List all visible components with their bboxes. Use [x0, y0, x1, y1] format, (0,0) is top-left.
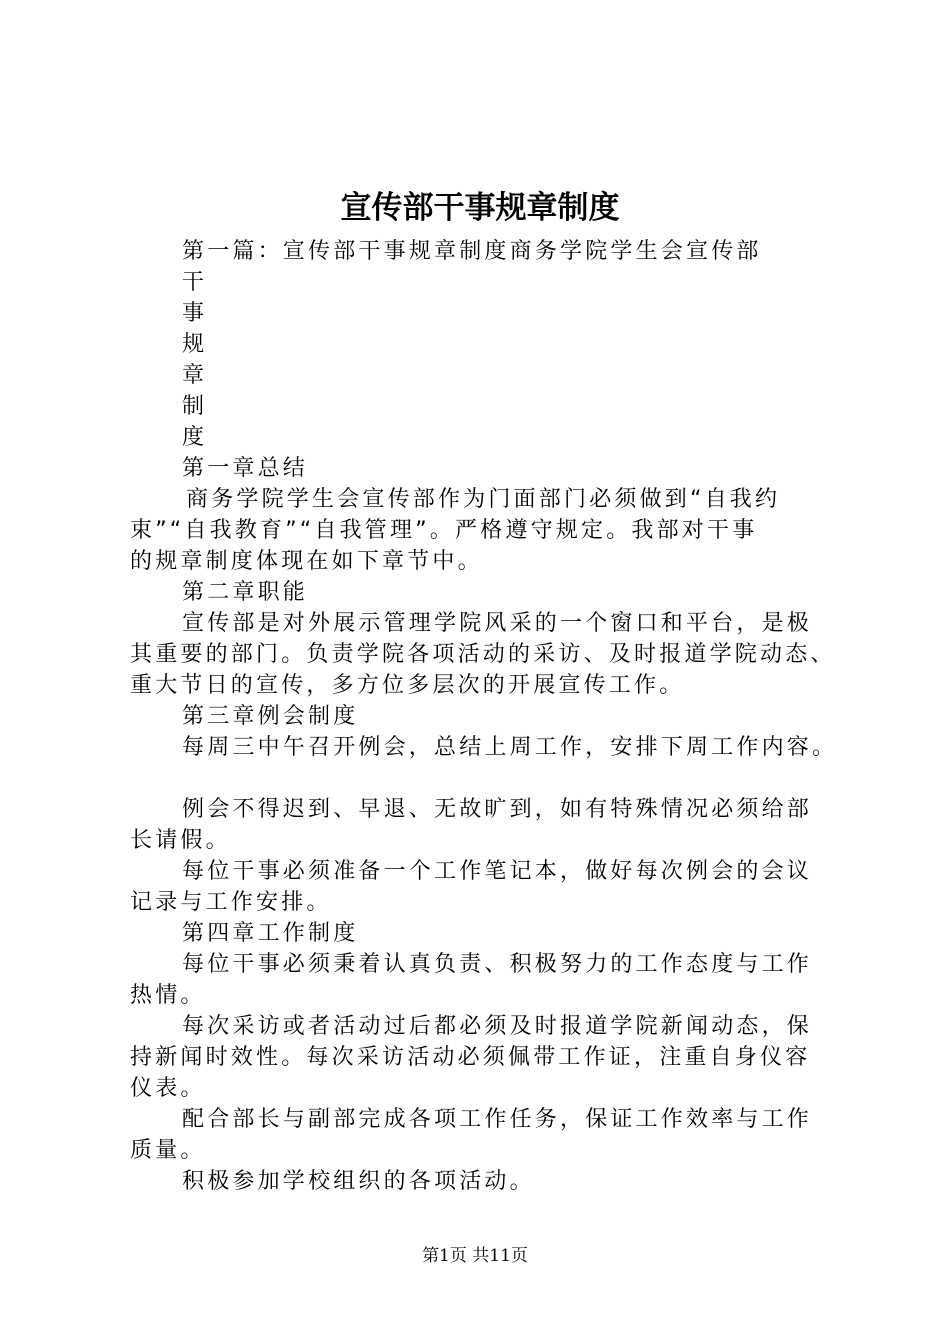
text-line: 热情。: [130, 983, 206, 1008]
text-line: 规: [182, 332, 208, 357]
text-line: 积极参加学校组织的各项活动。: [182, 1169, 535, 1194]
text-line: 第四章工作制度: [182, 921, 359, 946]
blank-line: [130, 763, 836, 794]
text-line: 仪表。: [130, 1076, 206, 1101]
text-line: 束”“自我教育”“自我管理”。严格遵守规定。我部对干事: [130, 518, 758, 543]
text-line: 宣传部是对外展示管理学院风采的一个窗口和平台，是极: [182, 611, 813, 636]
text-line: 事: [182, 301, 208, 326]
text-line: 长请假。: [130, 828, 231, 853]
text-line: 度: [182, 425, 208, 450]
text-line: 第一篇：宣传部干事规章制度商务学院学生会宣传部: [182, 239, 762, 264]
text-line: 商务学院学生会宣传部作为门面部门必须做到“自我约: [186, 487, 781, 512]
text-line: 的规章制度体现在如下章节中。: [130, 549, 483, 574]
text-line: 第二章职能: [182, 580, 309, 605]
text-line: 制: [182, 394, 208, 419]
document-title: 宣传部干事规章制度: [340, 190, 620, 226]
document-body: [130, 236, 836, 1197]
text-line: 重大节日的宣传，多方位多层次的开展宣传工作。: [130, 673, 685, 698]
text-line: 第一章总结: [182, 456, 309, 481]
text-line: 例会不得迟到、早退、无故旷到，如有特殊情况必须给部: [182, 797, 813, 822]
text-line: 每位干事必须准备一个工作笔记本，做好每次例会的会议: [182, 859, 813, 884]
text-line: 持新闻时效性。每次采访活动必须佩带工作证，注重自身仪容: [130, 1045, 811, 1070]
page-footer: 第1页 共11页: [422, 1246, 528, 1266]
text-line: 干: [182, 270, 208, 295]
text-line: 每位干事必须秉着认真负责、积极努力的工作态度与工作: [182, 952, 813, 977]
text-line: 质量。: [130, 1138, 206, 1163]
text-line: 配合部长与副部完成各项工作任务，保证工作效率与工作: [182, 1107, 813, 1132]
text-line: 每次采访或者活动过后都必须及时报道学院新闻动态，保: [182, 1014, 813, 1039]
text-line: 其重要的部门。负责学院各项活动的采访、及时报道学院动态、: [130, 642, 836, 667]
text-line: 第三章例会制度: [182, 704, 359, 729]
text-line: 章: [182, 363, 208, 388]
text-line: 记录与工作安排。: [130, 890, 332, 915]
text-line: 每周三中午召开例会，总结上周工作，安排下周工作内容。: [182, 735, 838, 760]
